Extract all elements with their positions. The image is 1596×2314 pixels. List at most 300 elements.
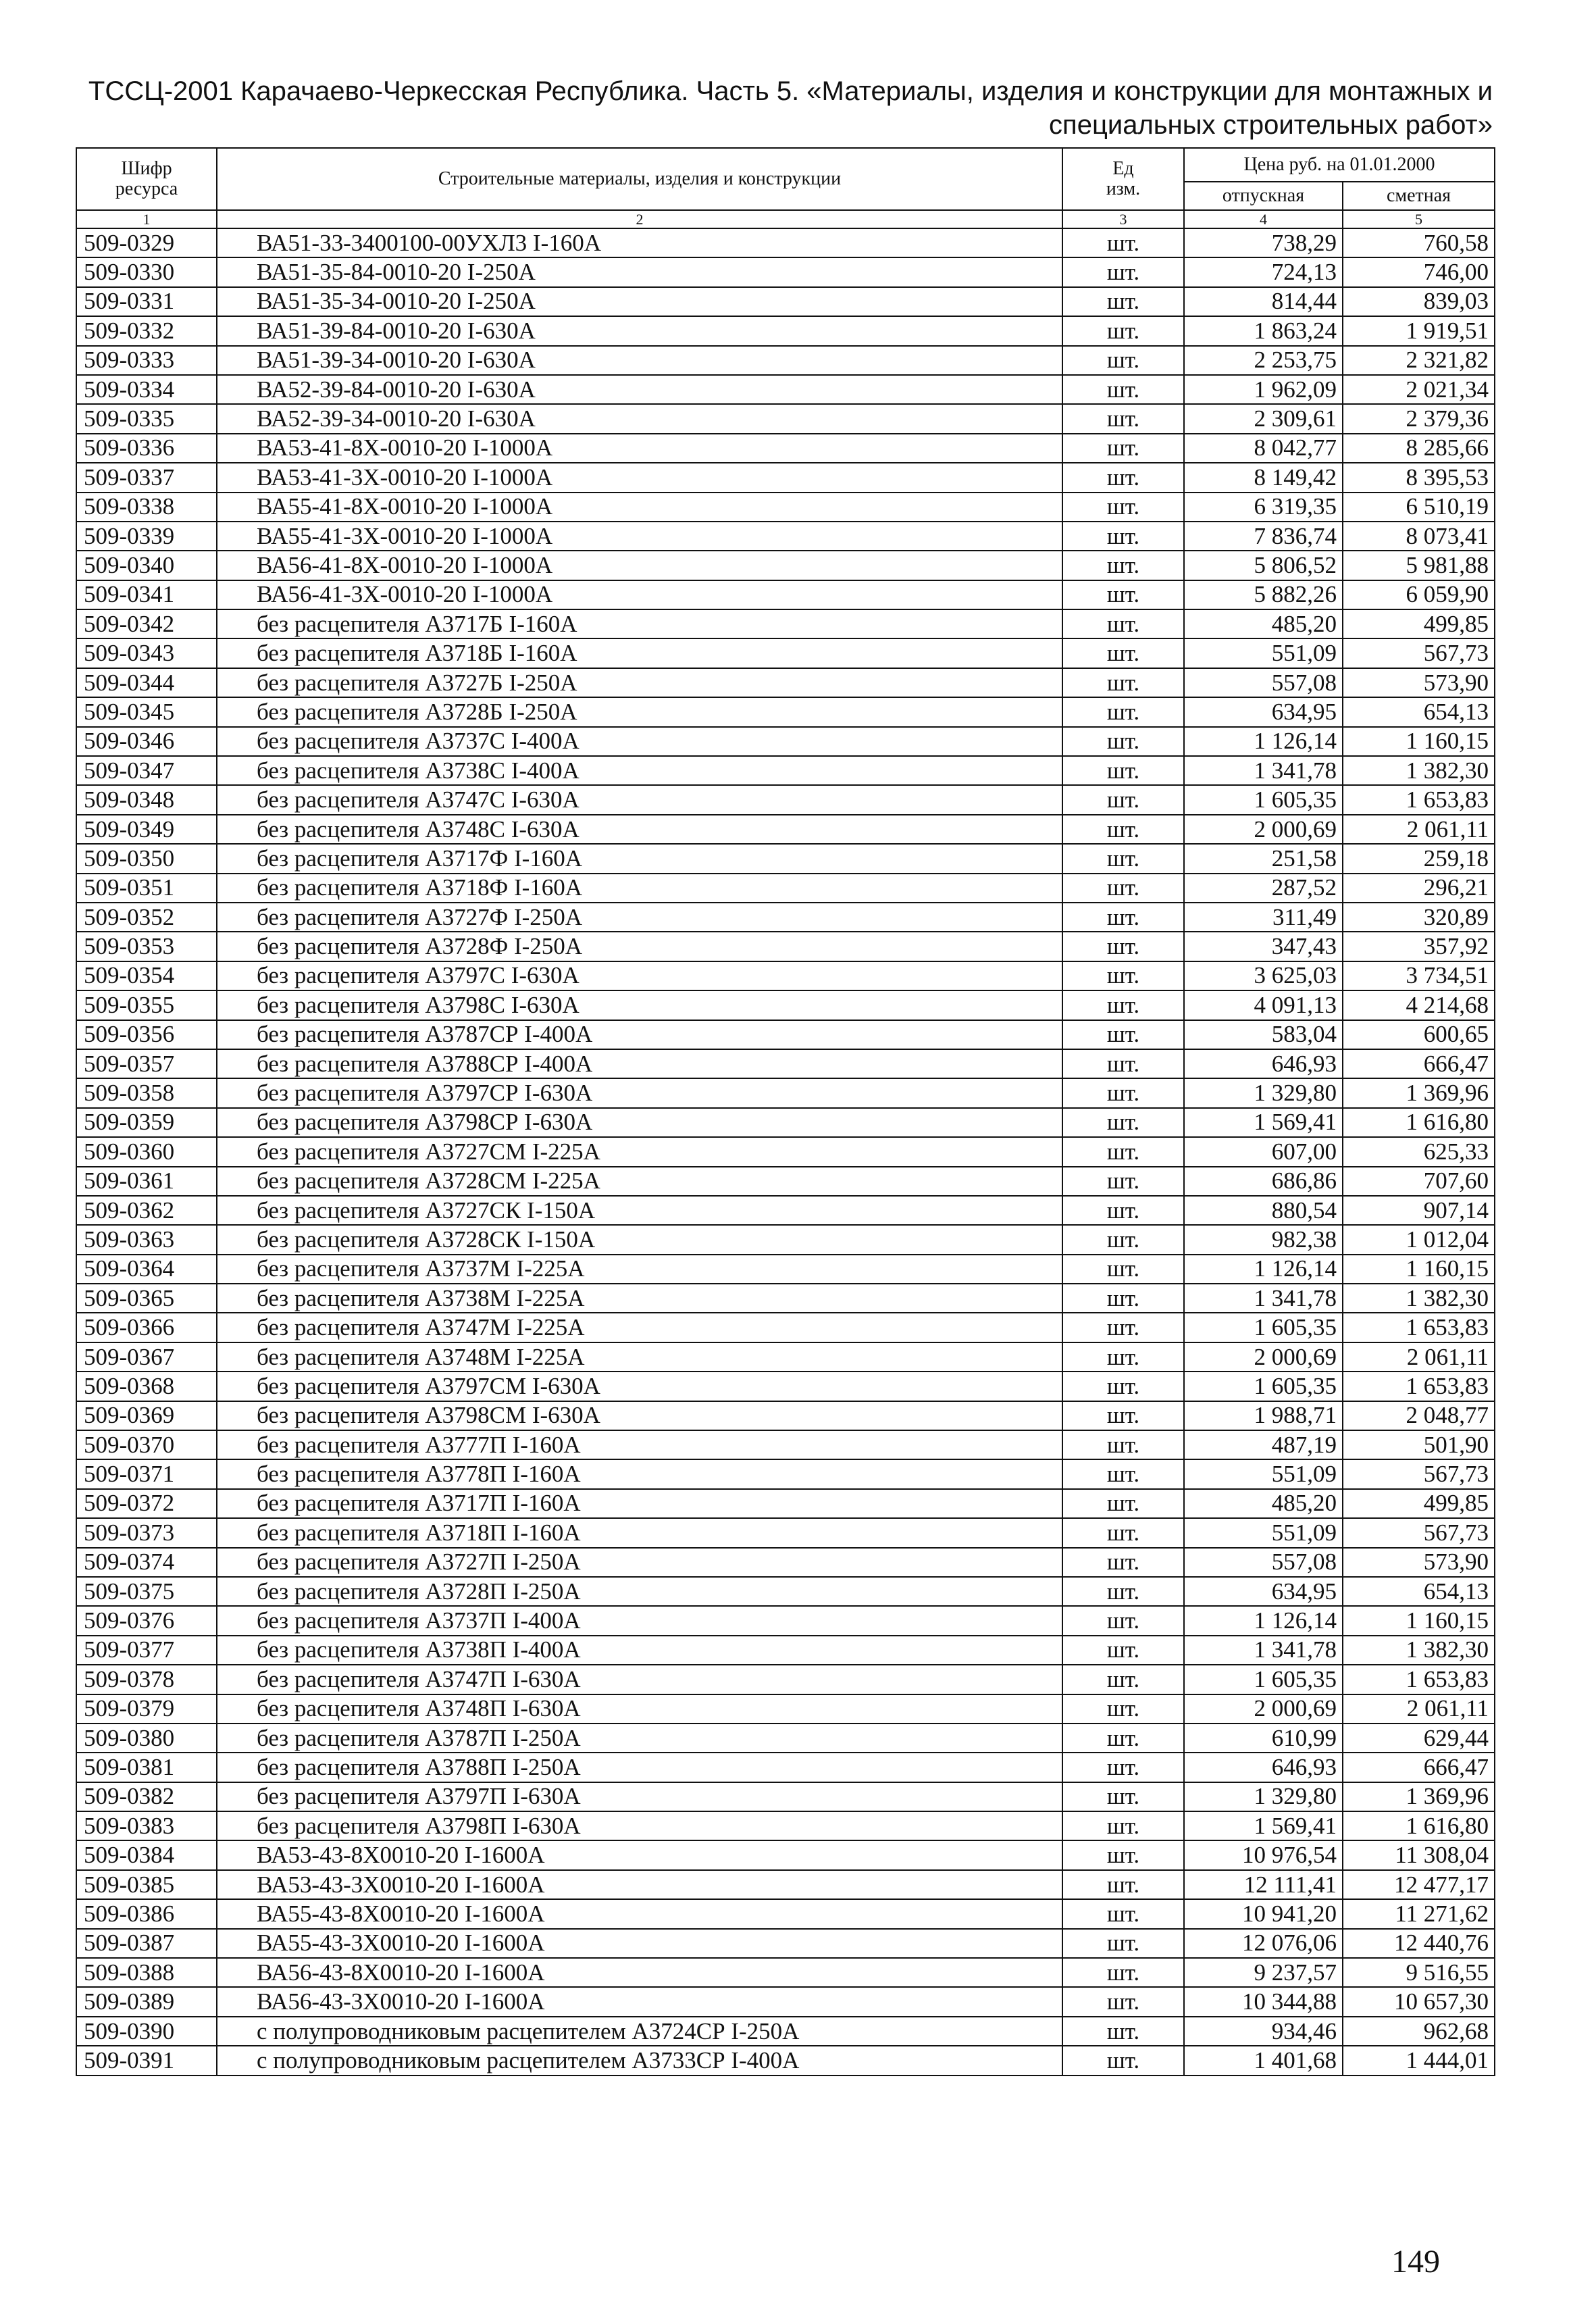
cell-name: без расцепителя А3727СК I-150А	[217, 1196, 1062, 1225]
cell-price-estimate: 3 734,51	[1343, 961, 1495, 990]
cell-price-estimate: 907,14	[1343, 1196, 1495, 1225]
cell-name: ВА51-35-84-0010-20 I-250А	[217, 257, 1062, 286]
table-row	[76, 1548, 1495, 1577]
cell-name: без расцепителя А3747М I-225А	[217, 1313, 1062, 1342]
cell-price-release: 5 882,26	[1184, 580, 1343, 609]
cell-code: 509-0352	[76, 903, 217, 932]
cell-name: без расцепителя А3798С I-630А	[217, 990, 1062, 1020]
cell-name: без расцепителя А3727П I-250А	[217, 1548, 1062, 1577]
cell-name: без расцепителя А3797СМ I-630А	[217, 1372, 1062, 1401]
table-row	[76, 228, 1495, 257]
cell-code: 509-0375	[76, 1577, 217, 1606]
table-row	[76, 316, 1495, 345]
cell-name: без расцепителя А3797С I-630А	[217, 961, 1062, 990]
cell-unit: шт.	[1062, 1870, 1184, 1899]
cell-code: 509-0377	[76, 1636, 217, 1665]
cell-code: 509-0385	[76, 1870, 217, 1899]
page-number: 149	[1391, 2244, 1440, 2280]
cell-price-release: 610,99	[1184, 1724, 1343, 1753]
table-row	[76, 932, 1495, 961]
header-unit-line2: изм.	[1106, 178, 1141, 199]
cell-unit: шт.	[1062, 1020, 1184, 1049]
cell-name: без расцепителя А3738П I-400А	[217, 1636, 1062, 1665]
cell-price-estimate: 357,92	[1343, 932, 1495, 961]
cell-price-estimate: 8 073,41	[1343, 522, 1495, 551]
cell-name: без расцепителя А3718Б I-160А	[217, 638, 1062, 668]
table-row	[76, 493, 1495, 522]
header-code-line2: ресурса	[115, 178, 178, 199]
cell-code: 509-0391	[76, 2046, 217, 2075]
cell-price-estimate: 11 271,62	[1343, 1899, 1495, 1928]
cell-price-release: 1 341,78	[1184, 756, 1343, 785]
table-row	[76, 1342, 1495, 1372]
cell-code: 509-0378	[76, 1665, 217, 1694]
cell-code: 509-0349	[76, 815, 217, 844]
cell-unit: шт.	[1062, 2017, 1184, 2046]
cell-price-release: 607,00	[1184, 1137, 1343, 1166]
cell-price-release: 3 625,03	[1184, 961, 1343, 990]
cell-name: без расцепителя А3727СМ I-225А	[217, 1137, 1062, 1166]
cell-unit: шт.	[1062, 1724, 1184, 1753]
cell-price-release: 2 000,69	[1184, 1694, 1343, 1724]
cell-unit: шт.	[1062, 1108, 1184, 1137]
cell-price-release: 9 237,57	[1184, 1958, 1343, 1987]
column-number: 1	[76, 210, 217, 228]
cell-name: ВА55-41-3Х-0010-20 I-1000А	[217, 522, 1062, 551]
table-row	[76, 257, 1495, 286]
cell-code: 509-0374	[76, 1548, 217, 1577]
table-row	[76, 815, 1495, 844]
cell-unit: шт.	[1062, 404, 1184, 433]
cell-price-estimate: 2 321,82	[1343, 346, 1495, 375]
cell-code: 509-0390	[76, 2017, 217, 2046]
cell-price-estimate: 2 379,36	[1343, 404, 1495, 433]
table-row	[76, 1401, 1495, 1430]
cell-name: без расцепителя А3717П I-160А	[217, 1489, 1062, 1518]
table-row	[76, 1811, 1495, 1840]
table-row	[76, 1636, 1495, 1665]
cell-price-estimate: 6 059,90	[1343, 580, 1495, 609]
cell-price-estimate: 11 308,04	[1343, 1840, 1495, 1869]
cell-price-release: 10 941,20	[1184, 1899, 1343, 1928]
cell-code: 509-0340	[76, 551, 217, 580]
cell-unit: шт.	[1062, 1459, 1184, 1488]
cell-price-release: 551,09	[1184, 638, 1343, 668]
cell-price-release: 1 988,71	[1184, 1401, 1343, 1430]
cell-price-estimate: 1 369,96	[1343, 1782, 1495, 1811]
header-price-release: отпускная	[1184, 182, 1343, 210]
cell-code: 509-0365	[76, 1284, 217, 1313]
cell-name: ВА53-43-8Х0010-20 I-1600А	[217, 1840, 1062, 1869]
cell-name: без расцепителя А3737М I-225А	[217, 1255, 1062, 1284]
price-table	[76, 147, 1495, 2076]
cell-name: ВА53-41-8Х-0010-20 I-1000А	[217, 434, 1062, 463]
cell-unit: шт.	[1062, 756, 1184, 785]
cell-unit: шт.	[1062, 1196, 1184, 1225]
cell-code: 509-0336	[76, 434, 217, 463]
cell-price-release: 8 042,77	[1184, 434, 1343, 463]
cell-code: 509-0367	[76, 1342, 217, 1372]
cell-price-estimate: 2 061,11	[1343, 1342, 1495, 1372]
cell-price-estimate: 499,85	[1343, 1489, 1495, 1518]
cell-code: 509-0331	[76, 287, 217, 316]
cell-unit: шт.	[1062, 727, 1184, 756]
cell-price-release: 485,20	[1184, 1489, 1343, 1518]
cell-price-estimate: 567,73	[1343, 1459, 1495, 1488]
cell-price-release: 634,95	[1184, 1577, 1343, 1606]
cell-code: 509-0388	[76, 1958, 217, 1987]
cell-price-estimate: 1 369,96	[1343, 1078, 1495, 1107]
header-unit-line1: Ед	[1112, 158, 1134, 179]
cell-code: 509-0380	[76, 1724, 217, 1753]
cell-code: 509-0338	[76, 493, 217, 522]
cell-price-release: 1 126,14	[1184, 1606, 1343, 1635]
header-name: Строительные материалы, изделия и конструкции	[217, 148, 1062, 210]
cell-name: без расцепителя А3798СР I-630А	[217, 1108, 1062, 1137]
cell-price-release: 2 309,61	[1184, 404, 1343, 433]
cell-price-estimate: 629,44	[1343, 1724, 1495, 1753]
table-row	[76, 1284, 1495, 1313]
cell-name: ВА51-35-34-0010-20 I-250А	[217, 287, 1062, 316]
cell-unit: шт.	[1062, 2046, 1184, 2075]
cell-price-estimate: 12 440,76	[1343, 1929, 1495, 1958]
cell-unit: шт.	[1062, 228, 1184, 257]
cell-price-estimate: 501,90	[1343, 1430, 1495, 1459]
cell-price-estimate: 10 657,30	[1343, 1987, 1495, 2016]
cell-price-estimate: 1 616,80	[1343, 1108, 1495, 1137]
table-row	[76, 1196, 1495, 1225]
table-row	[76, 1665, 1495, 1694]
cell-code: 509-0387	[76, 1929, 217, 1958]
table-row	[76, 1753, 1495, 1782]
cell-code: 509-0369	[76, 1401, 217, 1430]
cell-name: без расцепителя А3728Б I-250А	[217, 697, 1062, 726]
cell-price-release: 347,43	[1184, 932, 1343, 961]
cell-price-estimate: 259,18	[1343, 844, 1495, 873]
cell-unit: шт.	[1062, 551, 1184, 580]
table-row	[76, 1577, 1495, 1606]
cell-price-release: 311,49	[1184, 903, 1343, 932]
cell-unit: шт.	[1062, 697, 1184, 726]
cell-price-estimate: 8 285,66	[1343, 434, 1495, 463]
cell-price-estimate: 5 981,88	[1343, 551, 1495, 580]
cell-name: без расцепителя А3748П I-630А	[217, 1694, 1062, 1724]
cell-price-estimate: 1 653,83	[1343, 785, 1495, 814]
cell-price-release: 1 569,41	[1184, 1811, 1343, 1840]
cell-price-release: 634,95	[1184, 697, 1343, 726]
cell-name: без расцепителя А3737П I-400А	[217, 1606, 1062, 1635]
cell-name: без расцепителя А3787СР I-400А	[217, 1020, 1062, 1049]
cell-code: 509-0355	[76, 990, 217, 1020]
cell-price-estimate: 1 160,15	[1343, 727, 1495, 756]
cell-code: 509-0373	[76, 1518, 217, 1547]
cell-unit: шт.	[1062, 874, 1184, 903]
cell-unit: шт.	[1062, 1548, 1184, 1577]
cell-price-estimate: 962,68	[1343, 2017, 1495, 2046]
cell-unit: шт.	[1062, 1372, 1184, 1401]
cell-unit: шт.	[1062, 932, 1184, 961]
table-row	[76, 1078, 1495, 1107]
table-row	[76, 638, 1495, 668]
table-row	[76, 287, 1495, 316]
table-row	[76, 1958, 1495, 1987]
cell-code: 509-0366	[76, 1313, 217, 1342]
cell-price-estimate: 1 382,30	[1343, 756, 1495, 785]
cell-unit: шт.	[1062, 1489, 1184, 1518]
cell-price-release: 738,29	[1184, 228, 1343, 257]
cell-price-estimate: 4 214,68	[1343, 990, 1495, 1020]
cell-price-release: 1 569,41	[1184, 1108, 1343, 1137]
cell-name: без расцепителя А3718П I-160А	[217, 1518, 1062, 1547]
cell-price-estimate: 1 160,15	[1343, 1255, 1495, 1284]
cell-code: 509-0335	[76, 404, 217, 433]
cell-unit: шт.	[1062, 1284, 1184, 1313]
cell-name: ВА55-41-8Х-0010-20 I-1000А	[217, 493, 1062, 522]
cell-unit: шт.	[1062, 1342, 1184, 1372]
cell-price-estimate: 573,90	[1343, 1548, 1495, 1577]
cell-price-release: 1 401,68	[1184, 2046, 1343, 2075]
cell-code: 509-0353	[76, 932, 217, 961]
cell-unit: шт.	[1062, 463, 1184, 492]
table-row	[76, 990, 1495, 1020]
cell-code: 509-0359	[76, 1108, 217, 1137]
table-row	[76, 903, 1495, 932]
cell-price-estimate: 320,89	[1343, 903, 1495, 932]
cell-name: без расцепителя А3728П I-250А	[217, 1577, 1062, 1606]
cell-code: 509-0357	[76, 1049, 217, 1078]
cell-code: 509-0346	[76, 727, 217, 756]
table-row	[76, 346, 1495, 375]
cell-price-release: 724,13	[1184, 257, 1343, 286]
cell-code: 509-0337	[76, 463, 217, 492]
table-row	[76, 434, 1495, 463]
table-row	[76, 756, 1495, 785]
cell-unit: шт.	[1062, 1577, 1184, 1606]
cell-price-release: 1 863,24	[1184, 316, 1343, 345]
cell-unit: шт.	[1062, 844, 1184, 873]
cell-unit: шт.	[1062, 1665, 1184, 1694]
cell-price-estimate: 654,13	[1343, 1577, 1495, 1606]
cell-unit: шт.	[1062, 638, 1184, 668]
cell-code: 509-0363	[76, 1225, 217, 1254]
cell-name: ВА56-43-3Х0010-20 I-1600А	[217, 1987, 1062, 2016]
cell-code: 509-0358	[76, 1078, 217, 1107]
header-price: Цена руб. на 01.01.2000	[1184, 148, 1495, 182]
cell-price-estimate: 746,00	[1343, 257, 1495, 286]
cell-unit: шт.	[1062, 1753, 1184, 1782]
cell-unit: шт.	[1062, 493, 1184, 522]
cell-price-release: 1 341,78	[1184, 1636, 1343, 1665]
cell-price-estimate: 760,58	[1343, 228, 1495, 257]
cell-price-estimate: 1 382,30	[1343, 1284, 1495, 1313]
cell-name: без расцепителя А3748М I-225А	[217, 1342, 1062, 1372]
cell-price-estimate: 666,47	[1343, 1049, 1495, 1078]
cell-code: 509-0356	[76, 1020, 217, 1049]
cell-unit: шт.	[1062, 522, 1184, 551]
cell-name: без расцепителя А3718Ф I-160А	[217, 874, 1062, 903]
cell-code: 509-0382	[76, 1782, 217, 1811]
cell-code: 509-0368	[76, 1372, 217, 1401]
cell-name: ВА56-43-8Х0010-20 I-1600А	[217, 1958, 1062, 1987]
cell-price-release: 10 344,88	[1184, 1987, 1343, 2016]
cell-code: 509-0342	[76, 609, 217, 638]
cell-price-estimate: 1 160,15	[1343, 1606, 1495, 1635]
cell-price-release: 646,93	[1184, 1049, 1343, 1078]
cell-price-estimate: 1 012,04	[1343, 1225, 1495, 1254]
cell-price-estimate: 12 477,17	[1343, 1870, 1495, 1899]
document-title-line1: ТССЦ-2001 Карачаево-Черкесская Республика. Часть 5. «Материалы, изделия и конструкции для монтажных и	[88, 76, 1493, 106]
cell-unit: шт.	[1062, 1694, 1184, 1724]
table-row	[76, 1606, 1495, 1635]
cell-price-release: 1 329,80	[1184, 1078, 1343, 1107]
cell-code: 509-0376	[76, 1606, 217, 1635]
table-body	[76, 228, 1495, 2076]
cell-unit: шт.	[1062, 375, 1184, 404]
cell-unit: шт.	[1062, 257, 1184, 286]
cell-unit: шт.	[1062, 1255, 1184, 1284]
cell-price-release: 1 126,14	[1184, 1255, 1343, 1284]
header-unit	[1062, 148, 1184, 210]
cell-code: 509-0364	[76, 1255, 217, 1284]
cell-name: без расцепителя А3797П I-630А	[217, 1782, 1062, 1811]
table-row	[76, 2046, 1495, 2075]
cell-unit: шт.	[1062, 903, 1184, 932]
table-row	[76, 2017, 1495, 2046]
cell-code: 509-0354	[76, 961, 217, 990]
cell-name: без расцепителя А3727Б I-250А	[217, 668, 1062, 697]
cell-name: без расцепителя А3737С I-400А	[217, 727, 1062, 756]
cell-price-release: 1 329,80	[1184, 1782, 1343, 1811]
cell-price-release: 557,08	[1184, 668, 1343, 697]
cell-name: без расцепителя А3788СР I-400А	[217, 1049, 1062, 1078]
cell-name: без расцепителя А3738С I-400А	[217, 756, 1062, 785]
cell-name: ВА52-39-84-0010-20 I-630А	[217, 375, 1062, 404]
cell-unit: шт.	[1062, 1811, 1184, 1840]
cell-code: 509-0372	[76, 1489, 217, 1518]
cell-price-release: 487,19	[1184, 1430, 1343, 1459]
cell-price-release: 1 605,35	[1184, 785, 1343, 814]
cell-code: 509-0389	[76, 1987, 217, 2016]
cell-code: 509-0370	[76, 1430, 217, 1459]
cell-price-release: 1 605,35	[1184, 1313, 1343, 1342]
cell-price-release: 686,86	[1184, 1167, 1343, 1196]
table-row	[76, 961, 1495, 990]
cell-price-estimate: 567,73	[1343, 638, 1495, 668]
cell-unit: шт.	[1062, 668, 1184, 697]
cell-price-estimate: 1 653,83	[1343, 1372, 1495, 1401]
cell-price-release: 646,93	[1184, 1753, 1343, 1782]
cell-price-release: 880,54	[1184, 1196, 1343, 1225]
cell-name: ВА55-43-8Х0010-20 I-1600А	[217, 1899, 1062, 1928]
cell-unit: шт.	[1062, 1401, 1184, 1430]
cell-code: 509-0332	[76, 316, 217, 345]
cell-name: без расцепителя А3738М I-225А	[217, 1284, 1062, 1313]
cell-unit: шт.	[1062, 1987, 1184, 2016]
cell-price-release: 1 341,78	[1184, 1284, 1343, 1313]
cell-name: без расцепителя А3717Ф I-160А	[217, 844, 1062, 873]
cell-name: без расцепителя А3798СМ I-630А	[217, 1401, 1062, 1430]
cell-unit: шт.	[1062, 1137, 1184, 1166]
cell-unit: шт.	[1062, 1430, 1184, 1459]
table-row	[76, 785, 1495, 814]
cell-unit: шт.	[1062, 1840, 1184, 1869]
document-title-line2: специальных строительных работ»	[1049, 110, 1493, 140]
cell-unit: шт.	[1062, 1899, 1184, 1928]
cell-unit: шт.	[1062, 1518, 1184, 1547]
cell-unit: шт.	[1062, 609, 1184, 638]
table-row	[76, 844, 1495, 873]
cell-price-estimate: 707,60	[1343, 1167, 1495, 1196]
table-row	[76, 727, 1495, 756]
cell-price-release: 557,08	[1184, 1548, 1343, 1577]
cell-name: ВА51-33-3400100-00УХЛ3 I-160А	[217, 228, 1062, 257]
cell-price-estimate: 2 061,11	[1343, 815, 1495, 844]
cell-name: без расцепителя А3728Ф I-250А	[217, 932, 1062, 961]
cell-code: 509-0360	[76, 1137, 217, 1166]
cell-price-estimate: 296,21	[1343, 874, 1495, 903]
cell-price-release: 6 319,35	[1184, 493, 1343, 522]
cell-code: 509-0334	[76, 375, 217, 404]
table-row	[76, 1225, 1495, 1254]
cell-unit: шт.	[1062, 1958, 1184, 1987]
table-row	[76, 375, 1495, 404]
cell-unit: шт.	[1062, 990, 1184, 1020]
cell-name: без расцепителя А3797СР I-630А	[217, 1078, 1062, 1107]
table-row	[76, 1459, 1495, 1488]
cell-code: 509-0381	[76, 1753, 217, 1782]
header-code-line1: Шифр	[121, 158, 172, 179]
table-row	[76, 1372, 1495, 1401]
cell-name: без расцепителя А3728СМ I-225А	[217, 1167, 1062, 1196]
cell-price-release: 2 000,69	[1184, 1342, 1343, 1372]
cell-price-estimate: 1 382,30	[1343, 1636, 1495, 1665]
table-row	[76, 609, 1495, 638]
table-row	[76, 874, 1495, 903]
cell-price-estimate: 654,13	[1343, 697, 1495, 726]
cell-price-release: 485,20	[1184, 609, 1343, 638]
cell-code: 509-0379	[76, 1694, 217, 1724]
cell-code: 509-0386	[76, 1899, 217, 1928]
cell-name: ВА51-39-34-0010-20 I-630А	[217, 346, 1062, 375]
column-number: 5	[1343, 210, 1495, 228]
cell-code: 509-0347	[76, 756, 217, 785]
table-row	[76, 1782, 1495, 1811]
cell-name: ВА53-43-3Х0010-20 I-1600А	[217, 1870, 1062, 1899]
cell-price-estimate: 600,65	[1343, 1020, 1495, 1049]
header-code	[76, 148, 217, 210]
cell-code: 509-0384	[76, 1840, 217, 1869]
cell-code: 509-0348	[76, 785, 217, 814]
cell-price-release: 551,09	[1184, 1459, 1343, 1488]
cell-unit: шт.	[1062, 815, 1184, 844]
table-row	[76, 1840, 1495, 1869]
cell-unit: шт.	[1062, 287, 1184, 316]
cell-price-estimate: 1 919,51	[1343, 316, 1495, 345]
table-row	[76, 1489, 1495, 1518]
table-row	[76, 580, 1495, 609]
cell-unit: шт.	[1062, 785, 1184, 814]
cell-name: ВА52-39-34-0010-20 I-630А	[217, 404, 1062, 433]
cell-price-estimate: 1 653,83	[1343, 1665, 1495, 1694]
cell-price-estimate: 1 653,83	[1343, 1313, 1495, 1342]
cell-unit: шт.	[1062, 1167, 1184, 1196]
cell-price-release: 2 253,75	[1184, 346, 1343, 375]
header-price-estimate: сметная	[1343, 182, 1495, 210]
cell-price-release: 5 806,52	[1184, 551, 1343, 580]
cell-name: ВА53-41-3Х-0010-20 I-1000А	[217, 463, 1062, 492]
table-row	[76, 522, 1495, 551]
cell-price-estimate: 8 395,53	[1343, 463, 1495, 492]
